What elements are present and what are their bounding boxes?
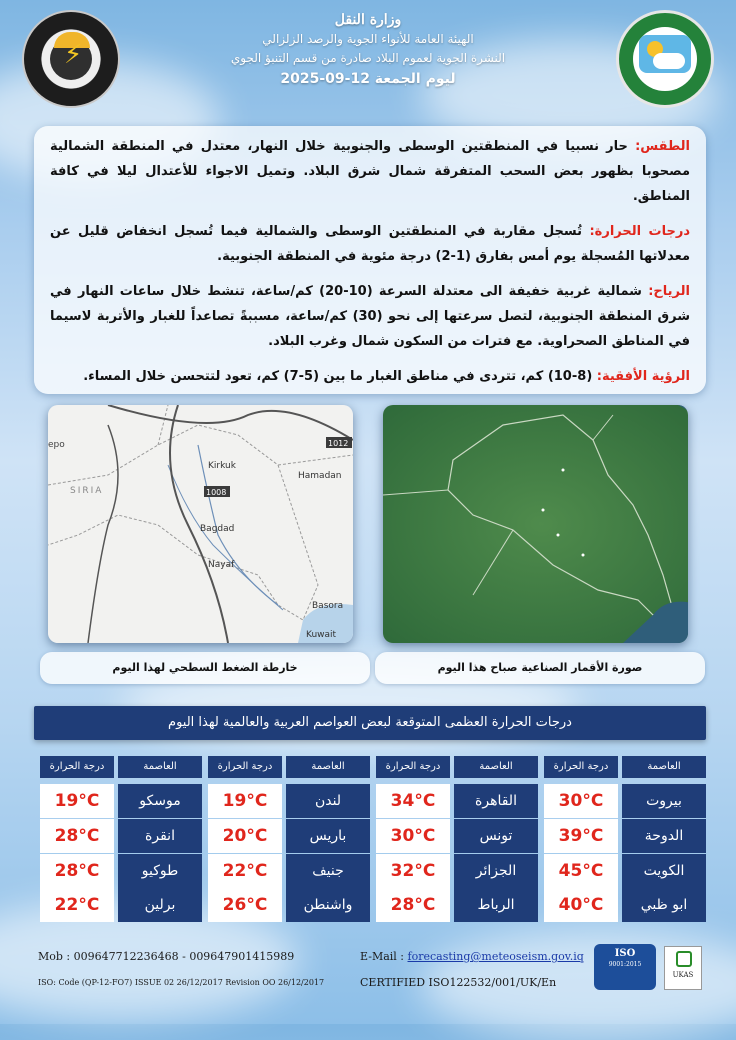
temp-cell: 32°C (376, 854, 450, 888)
satellite-map-caption: صورة الأقمار الصناعية صباح هذا اليوم (375, 652, 705, 684)
satellite-image-map (383, 405, 688, 643)
city-cell: باريس (286, 819, 370, 853)
city-cell: لندن (286, 784, 370, 818)
map-label-bagdad: Bagdad (200, 524, 235, 534)
city-cell: القاهرة (454, 784, 538, 818)
capital-header: العاصمة (118, 756, 202, 778)
footer (34, 944, 706, 996)
ukas-badge (664, 946, 702, 990)
bulletin-date: ليوم الجمعة 12-09-2025 (280, 71, 456, 87)
capital-header: العاصمة (286, 756, 370, 778)
city-cell: جنيف (286, 854, 370, 888)
temperature-text: تُسجل مقاربة في المنطقتين الوسطى والشمالية فيما تُسجل انخفاض قليل عن معدلاتها المُسجلة يوم أمس بفارق (1-2) درجة مئوية في المنطقة الجنوبية. (50, 224, 690, 264)
bulletin-title: النشرة الجوية لعموم البلاد صادرة من قسم التنبؤ الجوي (230, 51, 506, 65)
iso-badge-label: ISO (614, 948, 636, 959)
cloud-icon (653, 53, 685, 69)
iso-certification-badge (594, 944, 656, 990)
temp-cell: 19°C (40, 784, 114, 818)
temperature-header: درجة الحرارة (544, 756, 618, 778)
capital-header: العاصمة (622, 756, 706, 778)
header (0, 0, 736, 125)
temperature-label: درجات الحرارة: (589, 224, 691, 239)
map-label-hamadan: Hamadan (298, 471, 342, 481)
table-column-group (42, 756, 202, 922)
temp-cell: 40°C (544, 888, 618, 922)
temp-cell: 45°C (544, 854, 618, 888)
isobar-label-1012: 1012 (328, 439, 349, 448)
temp-cell: 28°C (40, 819, 114, 853)
city-cell: برلين (118, 888, 202, 922)
map-label-kuwait: Kuwait (306, 630, 337, 640)
wind-paragraph (50, 279, 690, 354)
temp-cell: 39°C (544, 819, 618, 853)
visibility-text: (8-10) كم، تتردى في مناطق الغبار ما بين (5-7) كم، تعود لتتحسن خلال المساء. (83, 369, 593, 384)
city-cell: الدوحة (622, 819, 706, 853)
city-cell: ابو ظبي (622, 888, 706, 922)
temperature-header: درجة الحرارة (376, 756, 450, 778)
map-label-nayaf: Nayaf (208, 560, 235, 570)
temp-cell: 19°C (208, 784, 282, 818)
city-cell: بيروت (622, 784, 706, 818)
map-label-kirkuk: Kirkuk (208, 461, 236, 471)
mobile-numbers: Mob : 009647712236468 - 009647901415989 (38, 950, 295, 963)
certification-line: CERTIFIED ISO122532/001/UK/En (360, 976, 557, 989)
table-column-group (546, 756, 706, 922)
visibility-label: الرؤية الأفقية: (596, 369, 690, 384)
temp-cell: 30°C (544, 784, 618, 818)
temperature-header: درجة الحرارة (40, 756, 114, 778)
temp-cell: 28°C (376, 888, 450, 922)
temp-cell: 20°C (208, 819, 282, 853)
email-label: E-Mail : (360, 950, 405, 963)
city-cell: الرباط (454, 888, 538, 922)
iso-badge-number: 9001:2015 (608, 961, 642, 968)
city-cell: الكويت (622, 854, 706, 888)
wind-label: الرياح: (648, 284, 690, 299)
city-cell: انقرة (118, 819, 202, 853)
weather-paragraph (50, 134, 690, 209)
wind-text: شمالية غربية خفيفة الى معتدلة السرعة (10-20) كم/ساعة، تنشط خلال ساعات النهار في شرق المنطقة الجنوبية، لتصل سرعتها إلى نحو (30) كم/ساعة، مسببةً تصاعداً للغبار والأتربة لاسيما في المناطق الصحراوية. مع فترات من السكون شمال وغرب البلاد. (50, 284, 690, 349)
temp-cell: 26°C (208, 888, 282, 922)
ministry-title: وزارة النقل (334, 12, 402, 28)
city-cell: موسكو (118, 784, 202, 818)
temp-cell: 28°C (40, 854, 114, 888)
meteorological-organization-logo (616, 10, 714, 108)
temperature-paragraph (50, 219, 690, 269)
authority-title: الهيئة العامة للأنواء الجوية والرصد الزلزالي (262, 32, 474, 46)
temp-cell: 22°C (40, 888, 114, 922)
temperature-table-title: درجات الحرارة العظمى المتوقعة لبعض العواصم العربية والعالمية لهذا اليوم (34, 706, 706, 740)
temp-cell: 22°C (208, 854, 282, 888)
temperature-header: درجة الحرارة (208, 756, 282, 778)
temp-cell: 34°C (376, 784, 450, 818)
visibility-paragraph (50, 364, 690, 389)
map-label-siria: SIRIA (70, 486, 104, 496)
header-text (150, 10, 586, 90)
city-cell: واشنطن (286, 888, 370, 922)
email-line (360, 950, 584, 963)
lightning-icon: ⚡ (64, 40, 83, 70)
email-link[interactable]: forecasting@meteoseism.gov.iq (407, 950, 584, 963)
ukas-label: UKAS (672, 971, 694, 979)
forecast-text-box (34, 126, 706, 394)
isobar-label-1008: 1008 (206, 488, 227, 497)
capital-header: العاصمة (454, 756, 538, 778)
surface-pressure-map (48, 405, 353, 643)
weather-label: الطقس: (635, 139, 691, 154)
temp-cell: 30°C (376, 819, 450, 853)
map-label-aleppo: epo (48, 440, 65, 450)
city-cell: طوكيو (118, 854, 202, 888)
pressure-map-caption: خارطة الضغط السطحي لهذا اليوم (40, 652, 370, 684)
weather-text: حار نسبيا في المنطقتين الوسطى والجنوبية خلال النهار، معتدل في المنطقة الشمالية مصحوبا بظهور بعض السحب المتفرقة شمال شرق البلاد. وتميل الاجواء للأعتدال ليلا في كافة المناطق. (50, 139, 690, 204)
city-cell: الجزائر (454, 854, 538, 888)
iso-code-line: ISO: Code (QP-12-FO7) ISSUE 02 26/12/2017 Revision OO 26/12/2017 (38, 978, 325, 987)
capitals-temperature-table (30, 756, 706, 922)
weather-forecasting-dept-logo (22, 10, 120, 108)
map-label-basora: Basora (312, 601, 344, 611)
city-cell: تونس (454, 819, 538, 853)
table-column-group (378, 756, 538, 922)
table-column-group (210, 756, 370, 922)
ukas-crown-icon (676, 951, 692, 967)
